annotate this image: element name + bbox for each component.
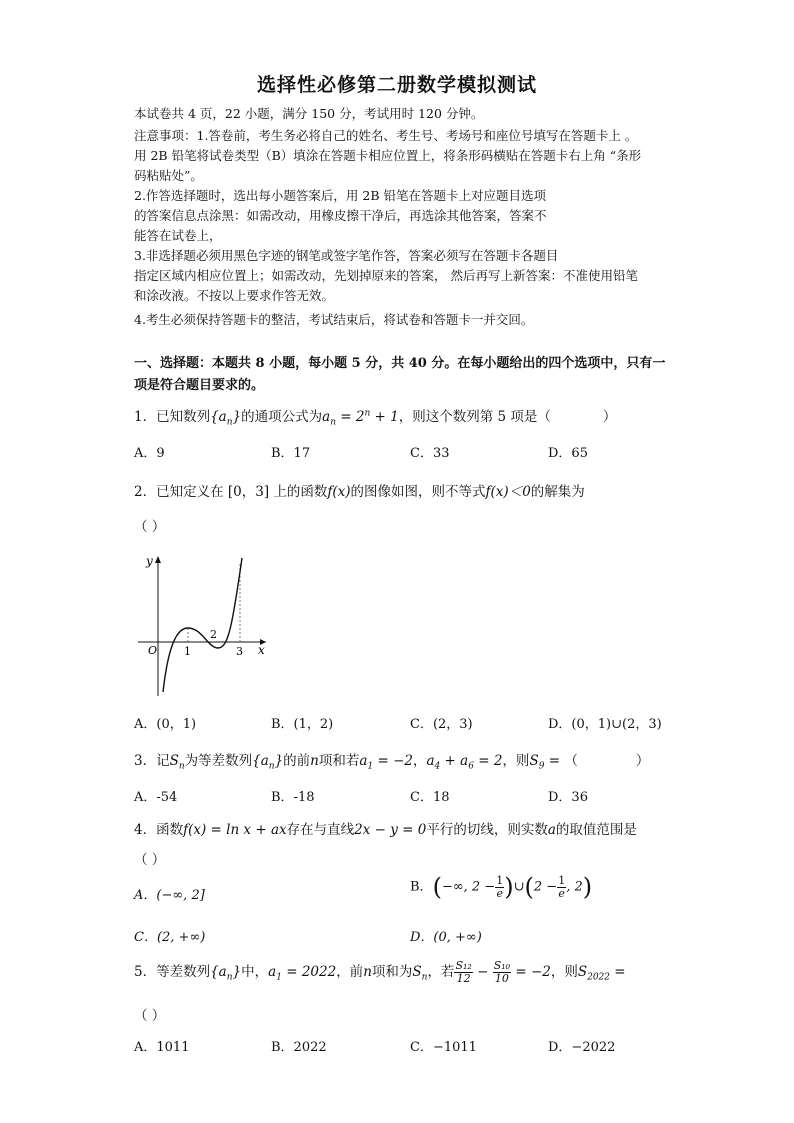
- q3-option-d[interactable]: D．36: [548, 790, 588, 805]
- q5-fraction-1: $\frac{\text{S₁₂}}{12}$: [455, 959, 472, 985]
- instruction-line: 4.考生必须保持答题卡的整洁，考试结束后，将试卷和答题卡一并交回。: [134, 312, 534, 327]
- q5-a1: $a_1 = 2022$: [268, 964, 337, 983]
- q2-option-a[interactable]: A．(0，1): [134, 717, 197, 732]
- q5-seq: $\{a_n\}$: [210, 964, 242, 983]
- q3-option-b[interactable]: B．-18: [271, 790, 315, 805]
- question-5: 5．等差数列$\{a_n\}$中，$a_1 = 2022$，前n项和为$S_n$，若 $\frac{\text{S₁₂}}{12}$ − $\frac{\text{S₁₀}}{10}$ = −2，则$S_{2022}$ =: [134, 959, 626, 985]
- instruction-line: 2.作答选择题时，选出每小题答案后，用 2B 铅笔在答题卡上对应题目选项: [134, 188, 547, 203]
- q4-line: 2x − y = 0: [354, 822, 427, 838]
- q2-option-c[interactable]: C．(2，3): [410, 717, 473, 732]
- instruction-line: 注意事项：1.答卷前，考生务必将自己的姓名、考生号、考场号和座位号填写在答题卡上 。: [134, 128, 638, 143]
- q2-inequality: f(x)＜0: [485, 484, 531, 500]
- instruction-line: 的答案信息点涂黑：如需改动，用橡皮擦干净后，再选涂其他答案，答案不: [134, 208, 547, 223]
- instruction-line: 用 2B 铅笔将试卷类型（B）填涂在答题卡相应位置上，将条形码横贴在答题卡右上角 “条形: [134, 148, 642, 163]
- q3-seq: $\{a_n\}$: [252, 753, 284, 772]
- q4-function: f(x) = ln x + ax: [183, 822, 287, 838]
- y-axis-label: y: [146, 554, 153, 568]
- q5-option-b[interactable]: B．2022: [271, 1040, 327, 1055]
- q5-option-a[interactable]: A．1011: [134, 1040, 190, 1055]
- q2-option-b[interactable]: B．(1，2): [271, 717, 334, 732]
- q2-answer-blank: （ ）: [134, 519, 166, 535]
- q3-condition-1: $a_1 = -2$: [359, 753, 413, 772]
- q2-fx: f(x): [327, 484, 351, 500]
- instruction-line: 3.非选择题必须用黑色字迹的钢笔或签字笔作答，答案必须写在答题卡各题目: [134, 248, 559, 263]
- q5-s2022: $S_{2022}$ =: [577, 964, 626, 983]
- q4-option-a[interactable]: A．(−∞, 2]: [134, 888, 205, 903]
- q4-answer-blank: （ ）: [134, 852, 166, 868]
- q5-option-c[interactable]: C．−1011: [410, 1040, 477, 1055]
- origin-label: O: [148, 644, 158, 657]
- question-2: 2．已知定义在 [0，3] 上的函数f(x)的图像如图，则不等式f(x)＜0的解集为: [134, 484, 585, 500]
- tick-label-2: 2: [210, 628, 217, 641]
- q3-sn: $S_n$: [169, 753, 185, 772]
- q1-seq: $\{a_n\}$: [210, 409, 242, 428]
- q3-s9: $S_9$: [529, 753, 545, 772]
- section-heading: 一、选择题：本题共 8 小题，每小题 5 分，共 40 分。在每小题给出的四个选项中，只有一: [134, 356, 666, 371]
- q2-function-graph: [128, 548, 278, 698]
- exam-title: 选择性必修第二册数学模拟测试: [256, 74, 537, 96]
- instruction-line: 指定区域内相应位置上；如需改动，先划掉原来的答案， 然后再写上新答案：不准使用铅笔: [134, 268, 638, 283]
- question-3: 3．记$S_n$为等差数列$\{a_n\}$的前n项和若$a_1 = -2$，$a_4 + a_6 = 2$，则$S_9$ = （ ）: [134, 753, 650, 772]
- question-4: 4．函数f(x) = ln x + ax存在与直线2x − y = 0平行的切线，则实数a的取值范围是: [134, 822, 637, 838]
- instruction-line: 码粘贴处”。: [134, 168, 203, 183]
- q1-option-a[interactable]: A．9: [134, 446, 165, 461]
- x-axis-label: x: [258, 643, 265, 657]
- exam-intro: 本试卷共 4 页，22 小题，满分 150 分，考试用时 120 分钟。: [134, 106, 484, 121]
- q1-option-b[interactable]: B．17: [271, 446, 311, 461]
- section-heading: 项是符合题目要求的。: [134, 378, 265, 393]
- q2-option-d[interactable]: D．(0，1)∪(2，3): [548, 717, 662, 732]
- q5-option-d[interactable]: D．−2022: [548, 1040, 616, 1055]
- q4-option-b[interactable]: B．(−∞, 2 − $\frac{1}{e}$ )∪(2 − $\frac{1}{e}$ , 2): [410, 873, 593, 901]
- q3-condition-2: $a_4 + a_6 = 2$: [426, 753, 503, 772]
- question-1: 1．已知数列$\{a_n\}$的通项公式为$a_n = 2^n + 1$，则这个数列第 5 项是（ ）: [134, 408, 617, 428]
- q1-option-c[interactable]: C．33: [410, 446, 450, 461]
- q3-option-a[interactable]: A．-54: [134, 790, 178, 805]
- q1-text: 1．已知数列: [134, 409, 211, 425]
- tick-label-1: 1: [184, 645, 191, 658]
- q4-option-c[interactable]: C．(2, +∞): [134, 930, 206, 945]
- q5-fraction-2: $\frac{\text{S₁₀}}{10}$: [493, 959, 511, 985]
- tick-label-3: 3: [236, 645, 243, 658]
- instruction-line: 能答在试卷上，: [134, 228, 222, 243]
- function-curve: [163, 558, 242, 692]
- q5-answer-blank: （ ）: [134, 1008, 166, 1024]
- q1-formula: $a_n = 2^n + 1$: [322, 408, 399, 428]
- q1-option-d[interactable]: D．65: [548, 446, 588, 461]
- y-axis-arrow: [155, 556, 161, 563]
- q3-option-c[interactable]: C．18: [410, 790, 450, 805]
- instruction-line: 和涂改液。不按以上要求作答无效。: [134, 288, 335, 303]
- q4-option-d[interactable]: D．(0, +∞): [410, 930, 482, 945]
